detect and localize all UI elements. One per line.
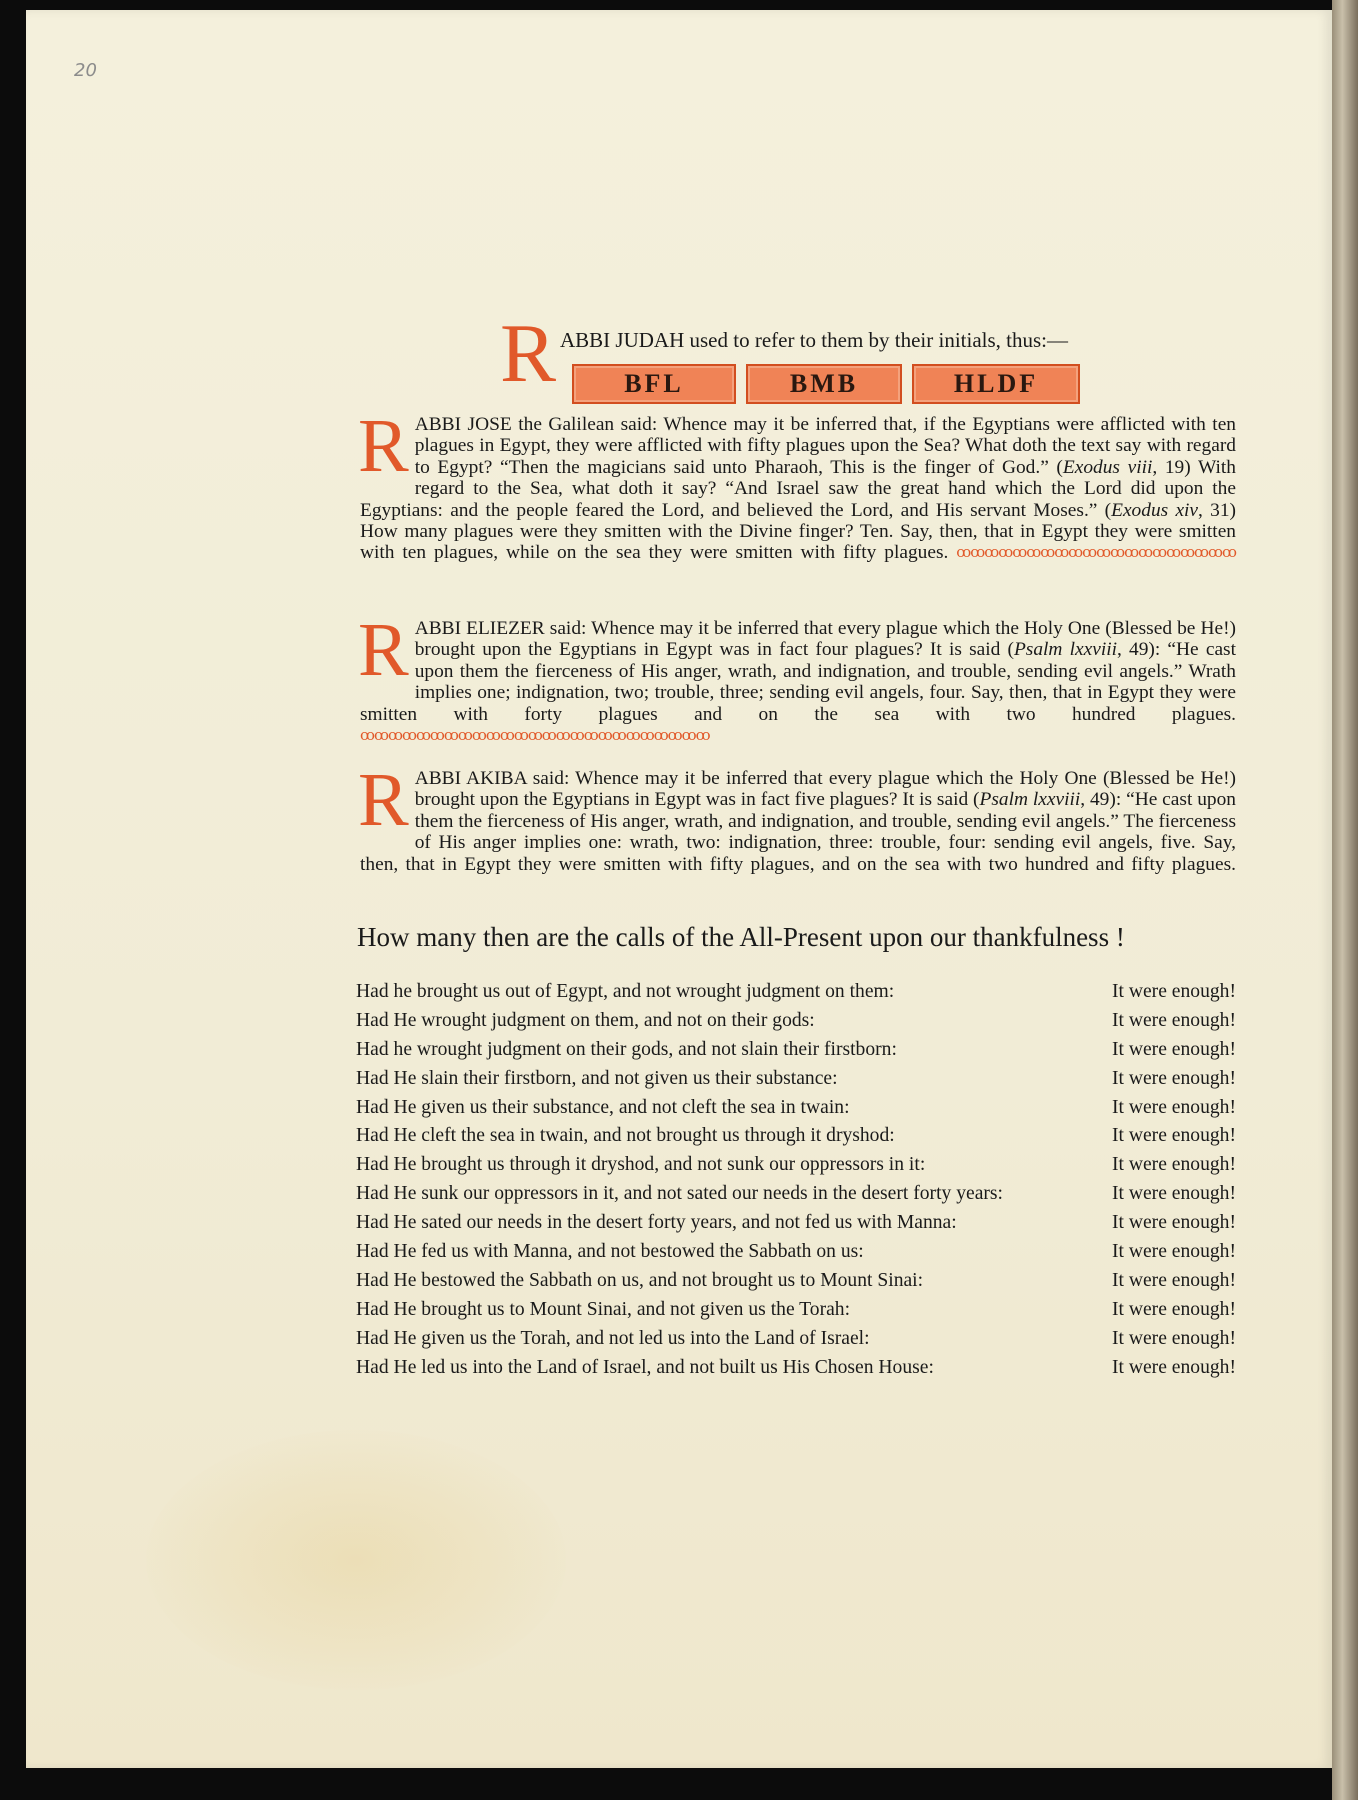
paper-stain (146, 1430, 566, 1690)
dayenu-refrain: It were enough! (1111, 1327, 1236, 1349)
dayenu-line: Had He brought us to Mount Sinai, and not given us the Torah: (356, 1298, 851, 1320)
rabbi-judah-block (500, 307, 1100, 404)
jose-dropcap: R (358, 404, 409, 488)
dayenu-row (356, 1151, 1236, 1180)
eliezer-text-b: , 49): “He cast upon them the fierceness of His anger, wrath, and indignation, and trouble, sending evil angels.” Wrath implies one; indignation, two; trouble, three; sending evil angels, four. Say, then, that in Egypt they were smitten with forty plagues and on the sea with two hundred plagues. (360, 639, 1236, 725)
dayenu-refrain: It were enough! (1111, 1212, 1236, 1234)
dayenu-line: Had He slain their firstborn, and not given us their substance: (356, 1067, 838, 1089)
dayenu-refrain: It were enough! (1111, 1356, 1236, 1378)
dayenu-refrain: It were enough! (1111, 1183, 1236, 1205)
eliezer-dropcap: R (358, 608, 409, 692)
dayenu-line: Had He led us into the Land of Israel, and not built us His Chosen House: (356, 1356, 934, 1378)
dayenu-line: Had He sunk our oppressors in it, and not sated our needs in the desert forty years: (356, 1183, 1003, 1205)
dayenu-line: Had He sated our needs in the desert forty years, and not fed us with Manna: (356, 1212, 957, 1234)
akiba-dropcap: R (358, 758, 409, 842)
dayenu-row (356, 1094, 1236, 1123)
dayenu-row (356, 1325, 1236, 1354)
book-page (26, 10, 1332, 1768)
jose-citation-2: Exodus xiv (1111, 499, 1199, 521)
dayenu-line: Had He bestowed the Sabbath on us, and not brought us to Mount Sinai: (356, 1269, 924, 1291)
dayenu-row (356, 1180, 1236, 1209)
dayenu-row (356, 1267, 1236, 1296)
dayenu-row (356, 1122, 1236, 1151)
dayenu-row (356, 1238, 1236, 1267)
jose-ornament-border: ꝏꝏꝏꝏꝏꝏꝏꝏꝏꝏꝏꝏꝏꝏꝏꝏꝏꝏꝏꝏ (956, 545, 1237, 562)
rabbi-eliezer-paragraph (358, 608, 1236, 747)
dayenu-row (356, 1065, 1236, 1094)
dayenu-line: Had He cleft the sea in twain, and not brought us through it dryshod: (356, 1125, 895, 1147)
dayenu-row (356, 1209, 1236, 1238)
initials-badge-bfl: BFL (572, 364, 736, 404)
jose-text-b: , 19) With regard to the Sea, what doth it say? “And Israel saw the great hand which the Lord did upon the Egyptians: and the people feared the Lord, and believed the Lord, and His servant Moses.” ( (360, 456, 1236, 521)
dayenu-refrain: It were enough! (1111, 1038, 1236, 1060)
judah-dropcap: R (500, 307, 557, 400)
dayenu-row (356, 1354, 1236, 1383)
dayenu-line: Had He given us the Torah, and not led us into the Land of Israel: (356, 1327, 870, 1349)
dayenu-line: Had He fed us with Manna, and not bestowed the Sabbath on us: (356, 1241, 864, 1263)
dayenu-row (356, 978, 1236, 1007)
dayenu-refrain: It were enough! (1111, 1067, 1236, 1089)
dayenu-refrain: It were enough! (1111, 1154, 1236, 1176)
dayenu-list (356, 978, 1236, 1382)
initials-badge-hldf: HLDF (912, 364, 1080, 404)
dayenu-row (356, 1007, 1236, 1036)
rabbi-jose-paragraph (358, 404, 1237, 565)
dayenu-line: Had he brought us out of Egypt, and not wrought judgment on them: (356, 981, 895, 1002)
adjacent-page-edge (1332, 0, 1358, 1800)
dayenu-refrain: It were enough! (1111, 1009, 1236, 1031)
dayenu-refrain: It were enough! (1111, 1269, 1236, 1291)
dayenu-refrain: It were enough! (1111, 1298, 1236, 1320)
dayenu-row (356, 1036, 1236, 1065)
akiba-text-a: ABBI AKIBA said: Whence may it be inferred that every plague which the Holy One (Blessed be He!) brought upon the Egyptians in Egypt was in fact five plagues? It is said ( (414, 768, 1236, 811)
page-folio-number: 20 (74, 60, 97, 81)
rabbi-akiba-paragraph (358, 758, 1236, 875)
dayenu-line: Had He brought us through it dryshod, and not sunk our oppressors in it: (356, 1154, 926, 1176)
akiba-text-b: , 49): “He cast upon them the fierceness of His anger, wrath, and indignation, and trouble, sending evil angels.” The fierceness of His anger implies one: wrath, two: indignation, three: trouble, four: sending evil angels, five. Say, then, that in Egypt they were smitten with fifty plagues, and on the sea with two hundred and fifty plagues. (360, 789, 1236, 875)
dayenu-line: Had he wrought judgment on their gods, and not slain their firstborn: (356, 1038, 897, 1060)
jose-text-c: , 31) How many plagues were they smitten with the Divine finger? Ten. Say, then, that in Egypt they were smitten with ten plagues, while on the sea they were smitten with fifty plagues. (360, 499, 1236, 564)
dayenu-refrain: It were enough! (1111, 1125, 1236, 1147)
dayenu-refrain: It were enough! (1111, 1241, 1236, 1263)
jose-text-a: ABBI JOSE the Galilean said: Whence may it be inferred that, if the Egyptians were afflicted with ten plagues in Egypt, they were afflicted with fifty plagues upon the Sea? What doth the text say with regard to Egypt? “Then the magicians said unto Pharaoh, This is the finger of God.” ( (414, 414, 1236, 478)
dayenu-refrain: It were enough! (1111, 1096, 1236, 1118)
dayenu-line: Had He given us their substance, and not cleft the sea in twain: (356, 1096, 850, 1118)
eliezer-citation-1: Psalm lxxviii (1013, 639, 1117, 661)
eliezer-ornament-border: ꝏꝏꝏꝏꝏꝏꝏꝏꝏꝏꝏꝏꝏꝏꝏꝏꝏꝏꝏꝏꝏꝏꝏꝏꝏ (360, 728, 710, 745)
dayenu-line: Had He wrought judgment on them, and not on their gods: (356, 1009, 815, 1031)
judah-intro-line: ABBI JUDAH used to refer to them by their initials, thus:— (560, 328, 1069, 352)
eliezer-text-a: ABBI ELIEZER said: Whence may it be inferred that every plague which the Holy One (Blessed be He!) brought upon the Egyptians in Egypt was in fact four plagues? It is said ( (414, 618, 1236, 661)
initials-badge-bmb: BMB (746, 364, 902, 404)
jose-citation-1: Exodus viii (1062, 456, 1153, 478)
akiba-citation-1: Psalm lxxviii (979, 789, 1081, 811)
thankfulness-heading: How many then are the calls of the All-Present upon our thankfulness ! (357, 922, 1125, 952)
dayenu-refrain: It were enough! (1111, 981, 1236, 1002)
dayenu-row (356, 1296, 1236, 1325)
